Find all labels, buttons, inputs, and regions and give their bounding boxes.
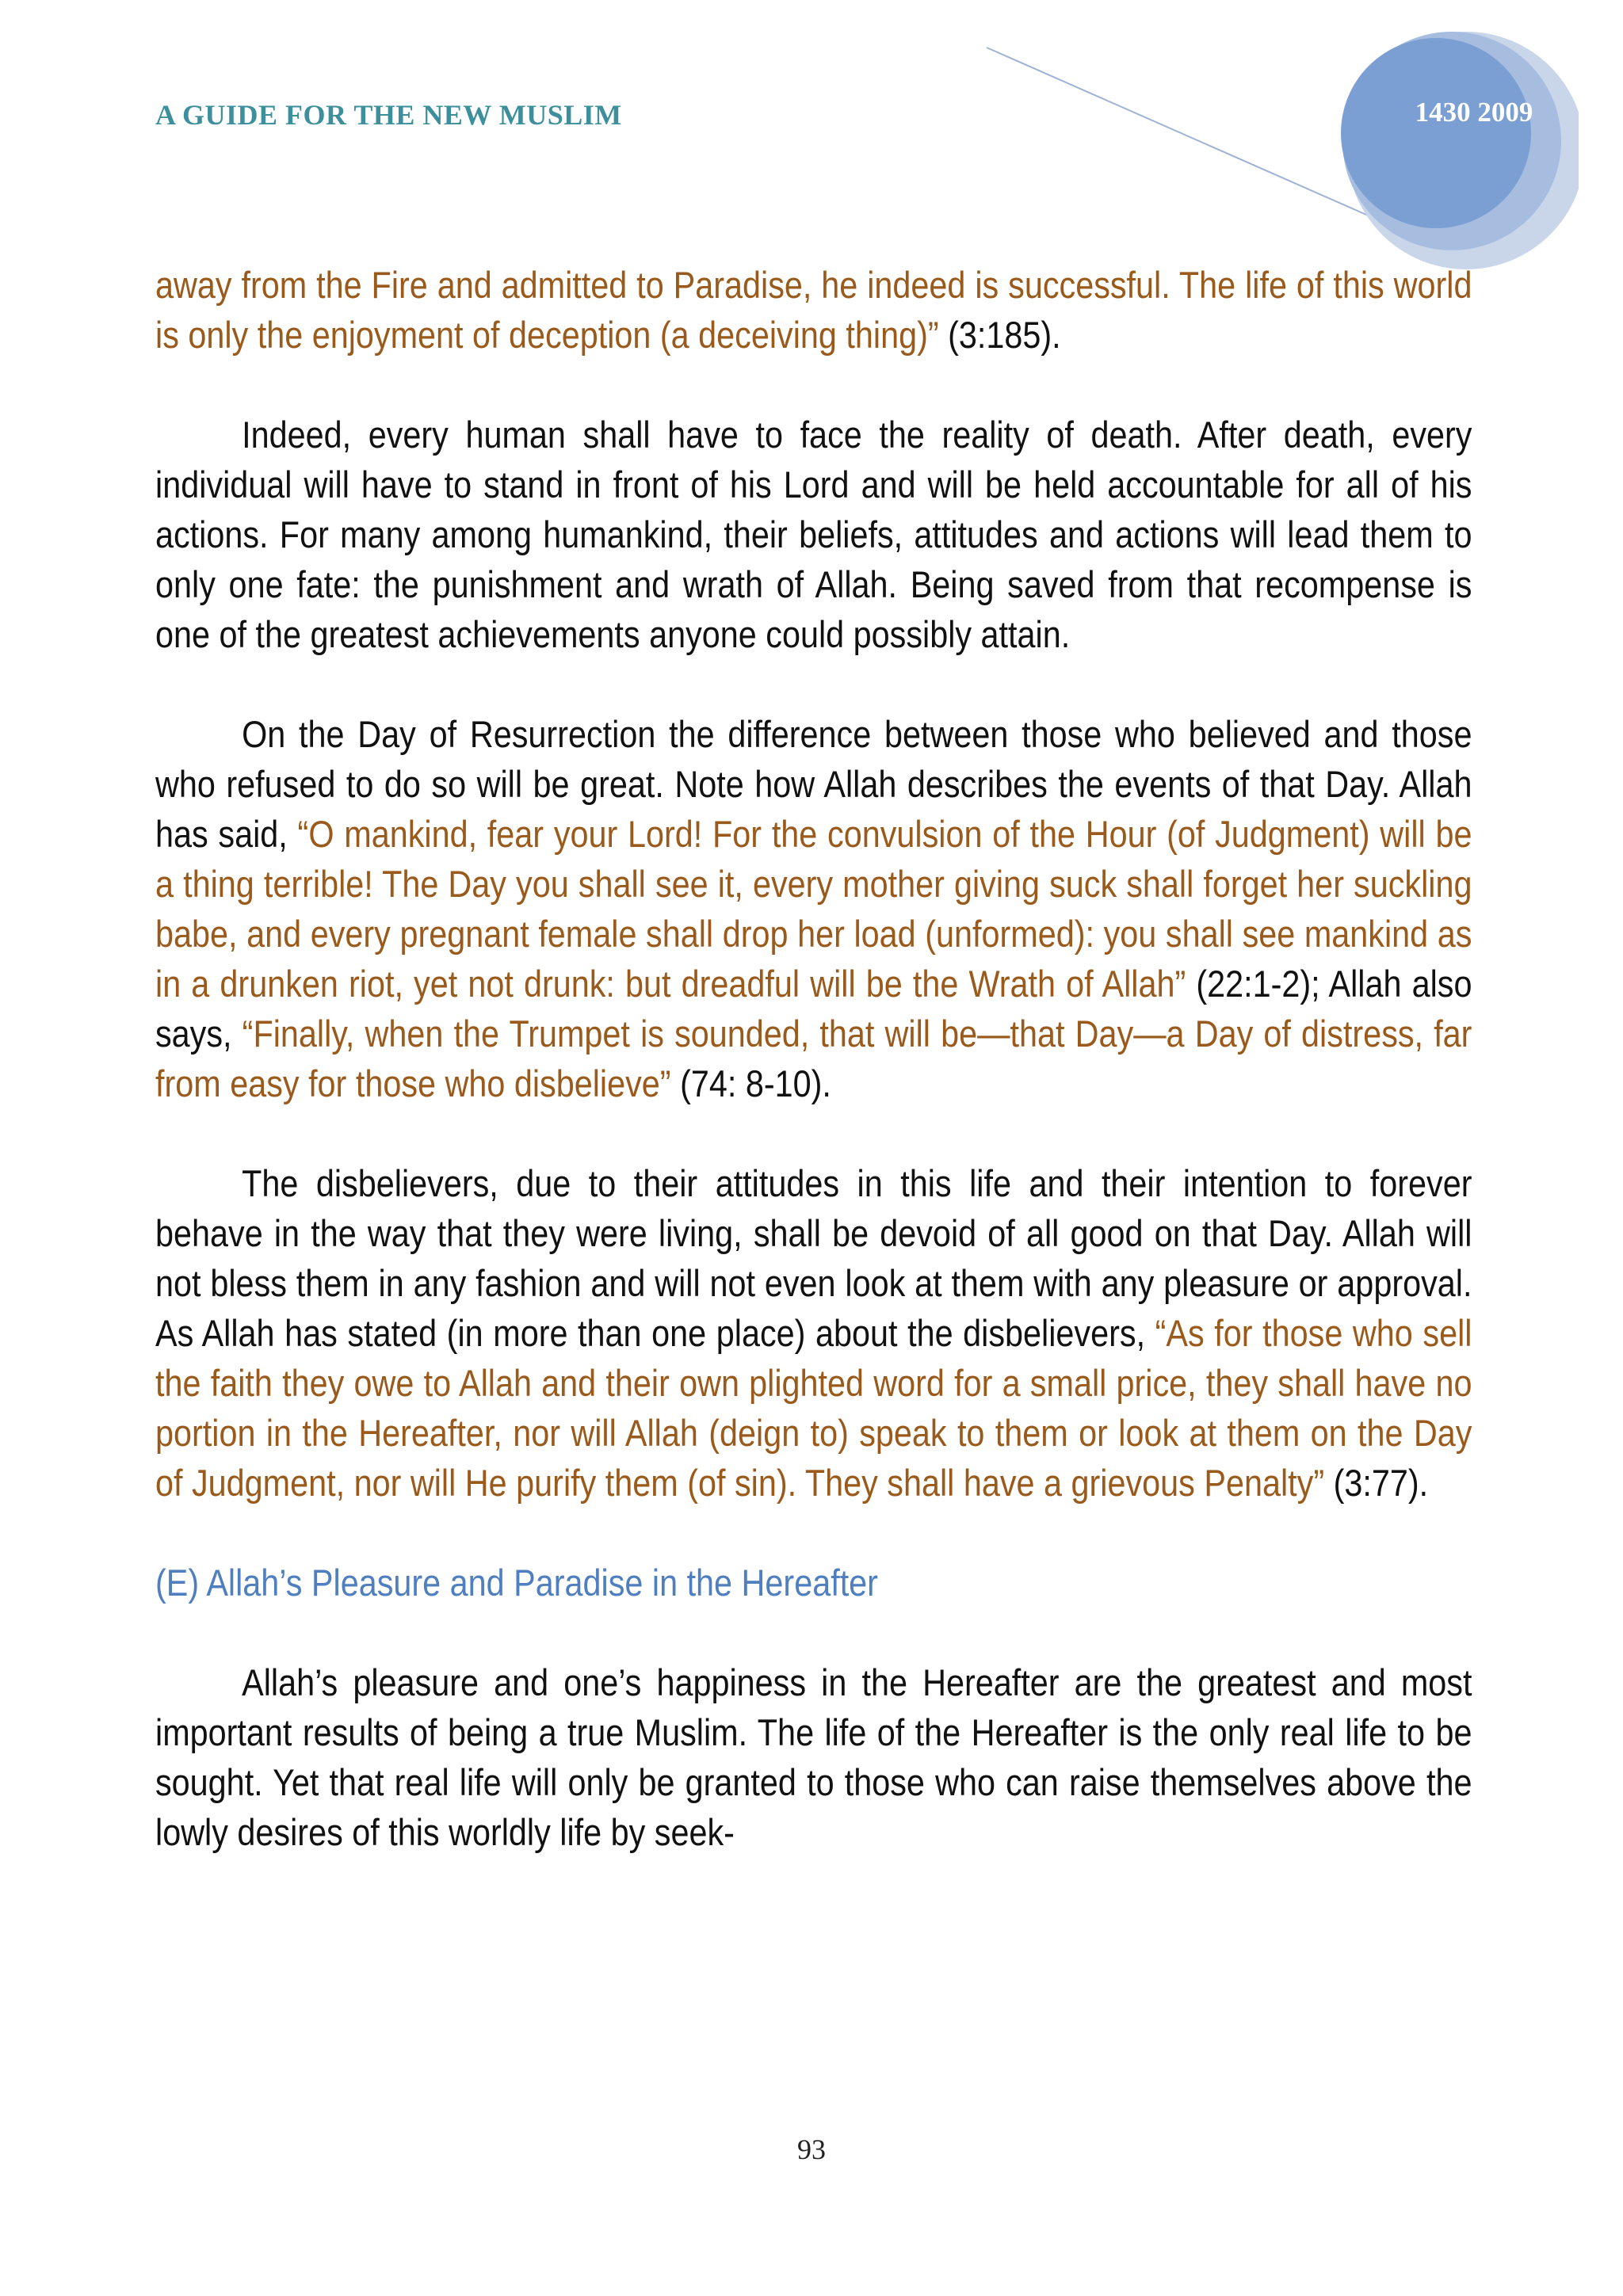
header-circle-inner: [1341, 38, 1531, 228]
body-text: The disbelievers, due to their attitudes in this life and their intention to forever behave in the way that they were living, shall be devoid of all good on that Day. Allah will not bless them in any fashion and will not even look at them with any pleasure or approval. As Allah has stated (in more than one place) about the disbelievers,: [155, 1162, 1472, 1354]
paragraphs-before-heading: [155, 260, 1472, 1508]
body-paragraph: [155, 1657, 1472, 1857]
body-text: (74: 8-10).: [670, 1062, 831, 1104]
paragraphs-after-heading: [155, 1657, 1472, 1857]
header-decoration: [0, 0, 1623, 301]
body-text: (22:1-2); Allah also says,: [155, 963, 1472, 1055]
body-text: Allah’s pleasure and one’s happiness in the Hereafter are the greatest and most important results of being a true Muslim. The life of the Hereafter is the only real life to be sought. Yet that real life will only be granted to those who can raise themselves above the lowly desires of this worldly life by seek-: [155, 1661, 1472, 1853]
quran-quote: “As for those who sell the faith they owe to Allah and their own plighted word for a small price, they shall have no portion in the Hereafter, nor will Allah (deign to) speak to them or look at them on the Day of Judgment, nor will He purify them (of sin). They shall have a grievous Penalty”: [155, 1312, 1472, 1504]
body-text: Indeed, every human shall have to face the reality of death. After death, every individual will have to stand in front of his Lord and will be held accountable for all of his actions. For many among humankind, their beliefs, attitudes and actions will lead them to only one fate: the punishment and wrath of Allah. Being saved from that recompense is one of the greatest achievements anyone could possibly attain.: [155, 414, 1472, 655]
quran-quote: “Finally, when the Trumpet is sounded, that will be—that Day—a Day of distress, far from easy for those who disbelieve”: [155, 1013, 1472, 1104]
quran-quote: “O mankind, fear your Lord! For the convulsion of the Hour (of Judgment) will be a thing terrible! The Day you shall see it, every mother giving suck shall forget her suckling babe, and every pregnant female shall drop her load (unformed): you shall see mankind as in a drunken riot, yet not drunk: but dreadful will be the Wrath of Allah”: [155, 813, 1472, 1005]
body-paragraph: [155, 709, 1472, 1108]
body-paragraph: [155, 1158, 1472, 1508]
body-paragraph: [155, 260, 1472, 360]
body-text: On the Day of Resurrection the difference between those who believed and those who refused to do so will be great. Note how Allah describes the events of that Day. Allah has said,: [155, 713, 1472, 855]
section-heading: (E) Allah’s Pleasure and Paradise in the Hereafter: [155, 1562, 878, 1604]
page-content: [155, 260, 1472, 1907]
body-text: (3:77).: [1324, 1462, 1429, 1504]
quran-quote: away from the Fire and admitted to Paradise, he indeed is successful. The life of this world is only the enjoyment of deception (a deceiving thing)”: [155, 264, 1472, 356]
body-paragraph: [155, 410, 1472, 659]
running-header-year: 1430 2009: [1415, 97, 1533, 128]
running-header-title: A GUIDE FOR THE NEW MUSLIM: [155, 99, 622, 131]
page-number: 93: [797, 2134, 826, 2165]
body-text: (3:185).: [938, 314, 1061, 356]
